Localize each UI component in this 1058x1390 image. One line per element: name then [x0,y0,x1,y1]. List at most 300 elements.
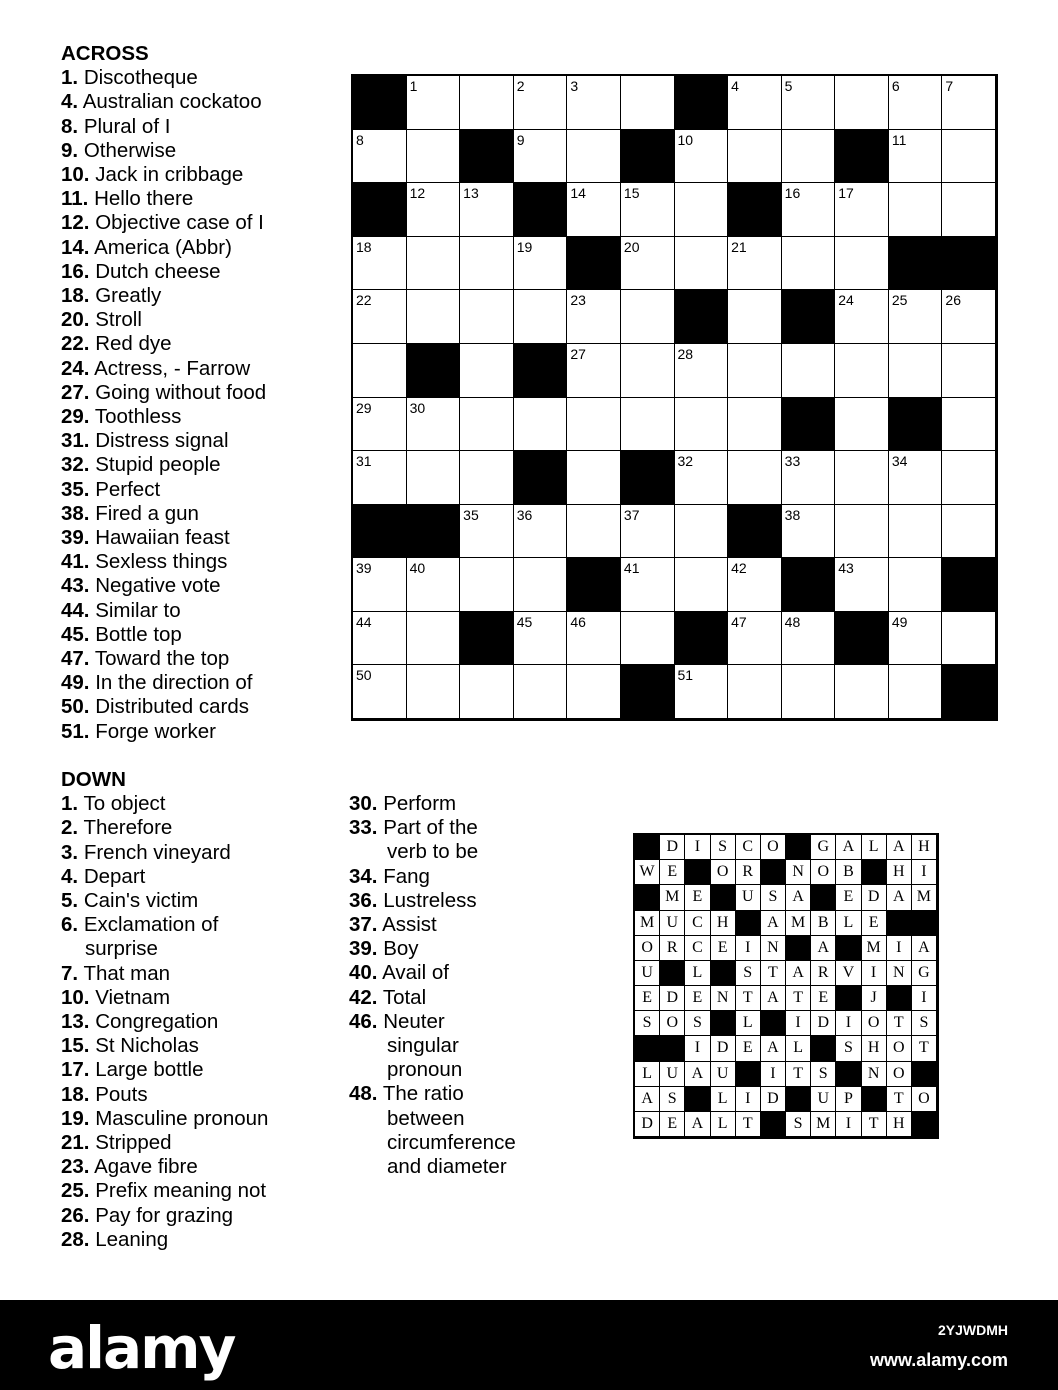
clue-number: 51. [61,719,90,743]
clue-text: Hawaiian feast [95,526,230,550]
alamy-logo: alamy [48,1314,235,1382]
grid-cell [407,451,461,505]
solution-cell: T [761,961,786,986]
clue-number: 10. [61,163,90,187]
grid-cell [621,290,675,344]
cell-number: 3 [570,78,579,94]
clue-item [349,865,516,889]
grid-cell [835,76,889,130]
grid-cell [514,76,568,130]
grid-cell [353,130,407,184]
solution-cell: D [761,1087,786,1112]
clue-text: Depart [83,864,146,888]
solution-cell: E [811,986,836,1011]
clue-number: 21. [61,1131,90,1155]
grid-cell [460,558,514,612]
solution-black-square [836,1062,861,1087]
grid-cell [407,237,461,291]
solution-black-square [786,936,811,961]
grid-cell [889,451,943,505]
cell-number: 6 [891,78,900,94]
solution-cell: A [685,1112,710,1137]
solution-black-square [736,911,761,936]
clue-text: Actress, - Farrow [94,356,251,380]
cell-number: 39 [356,560,372,577]
clue-number: 9. [61,138,79,162]
clue-item [61,1131,268,1155]
clue-number: 44. [61,598,90,622]
clue-number: 20. [61,308,90,332]
cell-number: 33 [784,453,801,470]
solution-cell: S [836,1036,861,1061]
grid-cell [407,558,461,612]
solution-cell: C [685,936,710,961]
clue-text: Bottle top [95,622,182,646]
grid-cell [407,183,461,237]
clue-item [61,913,268,961]
clue-text: Australian cockatoo [82,90,262,114]
grid-cell [567,344,621,398]
solution-cell: O [887,1062,912,1087]
grid-cell [621,76,675,130]
clue-text: America (Abbr) [94,235,232,259]
clue-number: 19. [61,1106,90,1130]
solution-black-square [660,961,685,986]
black-square [460,130,514,184]
solution-black-square [862,1087,887,1112]
grid-cell [460,505,514,559]
clue-number: 7. [61,961,79,985]
solution-grid [633,833,939,1139]
solution-black-square [761,860,786,885]
clue-item [61,695,266,719]
grid-cell [728,612,782,666]
grid-cell [460,183,514,237]
clue-text: Vietnam [95,985,171,1009]
black-square [514,344,568,398]
clue-text: Dutch cheese [95,259,221,283]
across-clues [61,42,266,744]
cell-number: 24 [838,292,854,309]
clue-text: Stroll [95,308,142,332]
grid-cell [728,451,782,505]
solution-cell: T [887,1087,912,1112]
grid-cell [728,237,782,291]
solution-cell: W [635,860,660,885]
solution-cell: A [836,835,861,860]
cell-number: 1 [409,78,418,94]
grid-cell [835,665,889,719]
clue-number: 18. [61,284,90,308]
grid-cell [675,558,729,612]
solution-cell: D [635,1112,660,1137]
grid-cell [675,183,729,237]
grid-cell [621,344,675,398]
black-square [675,612,729,666]
clue-number: 23. [61,1155,90,1179]
grid-cell [782,344,836,398]
grid-cell [514,612,568,666]
solution-cell: S [660,1087,685,1112]
grid-cell [835,398,889,452]
grid-cell [728,130,782,184]
grid-cell [407,665,461,719]
clue-text: Hello there [94,187,194,211]
solution-cell: D [660,835,685,860]
solution-cell: M [862,936,887,961]
black-square [942,558,996,612]
clue-number: 4. [61,90,79,114]
grid-cell [942,76,996,130]
solution-cell: I [887,936,912,961]
clue-number: 3. [61,840,79,864]
grid-cell [675,398,729,452]
solution-cell: I [761,1062,786,1087]
cell-number: 19 [516,238,533,255]
clue-item [61,453,266,477]
black-square [407,505,461,559]
solution-cell: I [912,860,937,885]
solution-cell: A [887,835,912,860]
solution-cell: C [685,911,710,936]
cell-number: 34 [891,453,908,470]
clue-text: Cain's victim [83,889,199,913]
black-square [728,183,782,237]
clue-number: 12. [61,211,90,235]
black-square [621,451,675,505]
solution-cell: B [811,911,836,936]
solution-black-square [887,986,912,1011]
grid-cell [460,76,514,130]
clue-number: 15. [61,1034,90,1058]
grid-cell [942,505,996,559]
clue-text-continuation: verb to be [387,840,479,864]
down-clue-list-1 [61,792,268,1252]
clue-number: 24. [61,356,90,380]
solution-cell: R [660,936,685,961]
solution-cell: M [811,1112,836,1137]
clue-text: Part of the [383,816,478,840]
solution-cell: S [912,1011,937,1036]
solution-cell: D [711,1036,736,1061]
solution-black-square [635,1036,660,1061]
clue-text: Stupid people [95,453,221,477]
clue-number: 14. [61,235,90,259]
clue-item [61,211,266,235]
crossword-grid [351,74,998,721]
grid-cell [514,398,568,452]
clue-item [61,139,266,163]
clue-text: Similar to [95,598,181,622]
solution-cell: G [912,961,937,986]
clue-text: Therefore [83,816,173,840]
clue-item [61,1083,268,1107]
grid-cell [942,183,996,237]
clue-text: Forge worker [95,719,216,743]
clue-item [61,1058,268,1082]
clue-text: Distress signal [95,429,229,453]
cell-number: 17 [838,185,854,202]
clue-text: Congregation [95,1010,219,1034]
grid-cell [675,344,729,398]
solution-cell: O [660,1011,685,1036]
cell-number: 23 [570,292,586,309]
clue-number: 5. [61,889,79,913]
cell-number: 35 [463,506,479,523]
clue-item [61,284,266,308]
clue-item [61,962,268,986]
grid-cell [889,612,943,666]
grid-cell [621,505,675,559]
grid-cell [407,290,461,344]
solution-cell: N [887,961,912,986]
clue-item [61,792,268,816]
cell-number: 9 [516,131,525,148]
clue-number: 11. [61,187,89,211]
clue-number: 40. [349,961,378,985]
solution-cell: E [685,986,710,1011]
clue-item [61,115,266,139]
black-square [835,612,889,666]
cell-number: 20 [623,238,640,255]
watermark-footer [0,1300,1058,1390]
cell-number: 31 [356,453,372,470]
solution-cell: U [660,911,685,936]
clue-item [61,623,266,647]
clue-item [61,526,266,550]
solution-cell: D [660,986,685,1011]
solution-black-square [887,911,912,936]
grid-cell [460,665,514,719]
black-square [567,558,621,612]
solution-cell: M [786,911,811,936]
clue-text: Going without food [95,380,267,404]
solution-cell: N [711,986,736,1011]
black-square [514,451,568,505]
solution-cell: T [736,986,761,1011]
solution-black-square [685,1087,710,1112]
clue-item [61,1107,268,1131]
clue-text-continuation: and diameter [387,1155,507,1179]
cell-number: 29 [356,399,372,416]
clue-number: 16. [61,259,90,283]
solution-cell: H [887,1112,912,1137]
solution-cell: E [836,885,861,910]
solution-cell: L [836,911,861,936]
grid-cell [407,612,461,666]
cell-number: 5 [784,78,793,94]
solution-cell: M [635,911,660,936]
clue-item [61,1228,268,1252]
cell-number: 26 [945,292,961,309]
down-clues-column-2 [349,792,516,1179]
solution-cell: N [761,936,786,961]
solution-cell: U [736,885,761,910]
clue-text: Exclamation of [83,913,219,937]
solution-cell: T [786,1062,811,1087]
clue-item [61,405,266,429]
clue-text-continuation: singular [387,1034,459,1058]
clue-item [61,574,266,598]
grid-cell [567,612,621,666]
clue-item [349,913,516,937]
grid-cell [567,76,621,130]
clue-text: Neuter [383,1009,445,1033]
solution-cell: V [836,961,861,986]
black-square [567,237,621,291]
grid-cell [514,237,568,291]
grid-cell [889,558,943,612]
cell-number: 40 [409,560,426,577]
grid-cell [621,398,675,452]
solution-cell: S [736,961,761,986]
black-square [675,290,729,344]
clue-item [61,332,266,356]
grid-cell [353,398,407,452]
grid-cell [353,237,407,291]
solution-cell: L [685,961,710,986]
clue-text: St Nicholas [95,1034,199,1058]
grid-cell [942,290,996,344]
clue-text: Fired a gun [95,501,199,525]
clue-item [61,671,266,695]
solution-cell: A [786,885,811,910]
clue-item [61,1010,268,1034]
clue-text: Fang [383,864,430,888]
grid-cell [621,183,675,237]
black-square [353,76,407,130]
grid-cell [889,130,943,184]
grid-cell [353,612,407,666]
grid-cell [567,451,621,505]
clue-number: 50. [61,695,90,719]
solution-black-square [711,961,736,986]
grid-cell [782,451,836,505]
grid-cell [460,237,514,291]
solution-black-square [761,1112,786,1137]
black-square [460,612,514,666]
clue-text: To object [83,792,166,816]
clue-number: 1. [61,66,79,90]
solution-cell: D [862,885,887,910]
grid-cell [460,451,514,505]
grid-cell [728,76,782,130]
grid-cell [889,344,943,398]
grid-cell [460,398,514,452]
grid-cell [460,344,514,398]
solution-cell: O [912,1087,937,1112]
solution-cell: A [811,936,836,961]
down-clue-list-2 [349,792,516,1179]
solution-cell: C [736,835,761,860]
clue-item [349,1082,516,1179]
clue-text-continuation: between [387,1106,465,1130]
clue-item [61,720,266,744]
cell-number: 16 [784,185,801,202]
solution-cell: I [786,1011,811,1036]
cell-number: 14 [570,185,586,202]
grid-cell [353,558,407,612]
solution-cell: I [912,986,937,1011]
clue-text: Greatly [95,284,162,308]
cell-number: 32 [677,453,694,470]
cell-number: 27 [570,345,586,362]
solution-black-square [711,885,736,910]
solution-cell: E [711,936,736,961]
clue-number: 25. [61,1179,90,1203]
clue-number: 31. [61,429,90,453]
solution-cell: U [660,1062,685,1087]
grid-cell [621,612,675,666]
solution-cell: I [836,1112,861,1137]
clue-text-continuation: pronoun [387,1058,463,1082]
grid-cell [567,290,621,344]
clue-number: 37. [349,913,378,937]
solution-cell: A [887,885,912,910]
solution-cell: H [711,911,736,936]
grid-cell [728,558,782,612]
black-square [782,398,836,452]
cell-number: 50 [356,667,372,684]
solution-cell: I [685,835,710,860]
solution-black-square [685,860,710,885]
clue-number: 49. [61,671,90,695]
solution-cell: E [660,1112,685,1137]
black-square [514,183,568,237]
solution-cell: A [761,1036,786,1061]
grid-cell [353,451,407,505]
solution-cell: O [761,835,786,860]
clue-number: 22. [61,332,90,356]
clue-number: 39. [61,526,90,550]
grid-cell [835,558,889,612]
solution-cell: N [786,860,811,885]
cell-number: 22 [356,292,372,309]
clue-number: 29. [61,405,90,429]
clue-item [61,841,268,865]
clue-number: 46. [349,1009,378,1033]
solution-cell: R [736,860,761,885]
solution-cell: U [711,1062,736,1087]
cell-number: 2 [516,78,525,94]
solution-cell: S [685,1011,710,1036]
clue-number: 41. [61,550,90,574]
solution-cell: O [711,860,736,885]
grid-cell [782,612,836,666]
cell-number: 47 [731,613,747,630]
grid-cell [675,665,729,719]
cell-number: 45 [516,613,533,630]
solution-cell: E [862,911,887,936]
clue-text: Avail of [382,961,449,985]
solution-cell: T [912,1036,937,1061]
grid-cell [514,665,568,719]
cell-number: 42 [731,560,747,577]
grid-cell [889,505,943,559]
cell-number: 44 [356,613,372,630]
clue-number: 17. [61,1058,90,1082]
solution-cell: J [862,986,887,1011]
solution-cell: B [836,860,861,885]
clue-item [349,986,516,1010]
black-square [675,76,729,130]
cell-number: 18 [356,238,372,255]
grid-cell [728,344,782,398]
clue-text: Toward the top [94,647,230,671]
grid-cell [514,290,568,344]
black-square [353,505,407,559]
cell-number: 21 [731,238,747,255]
